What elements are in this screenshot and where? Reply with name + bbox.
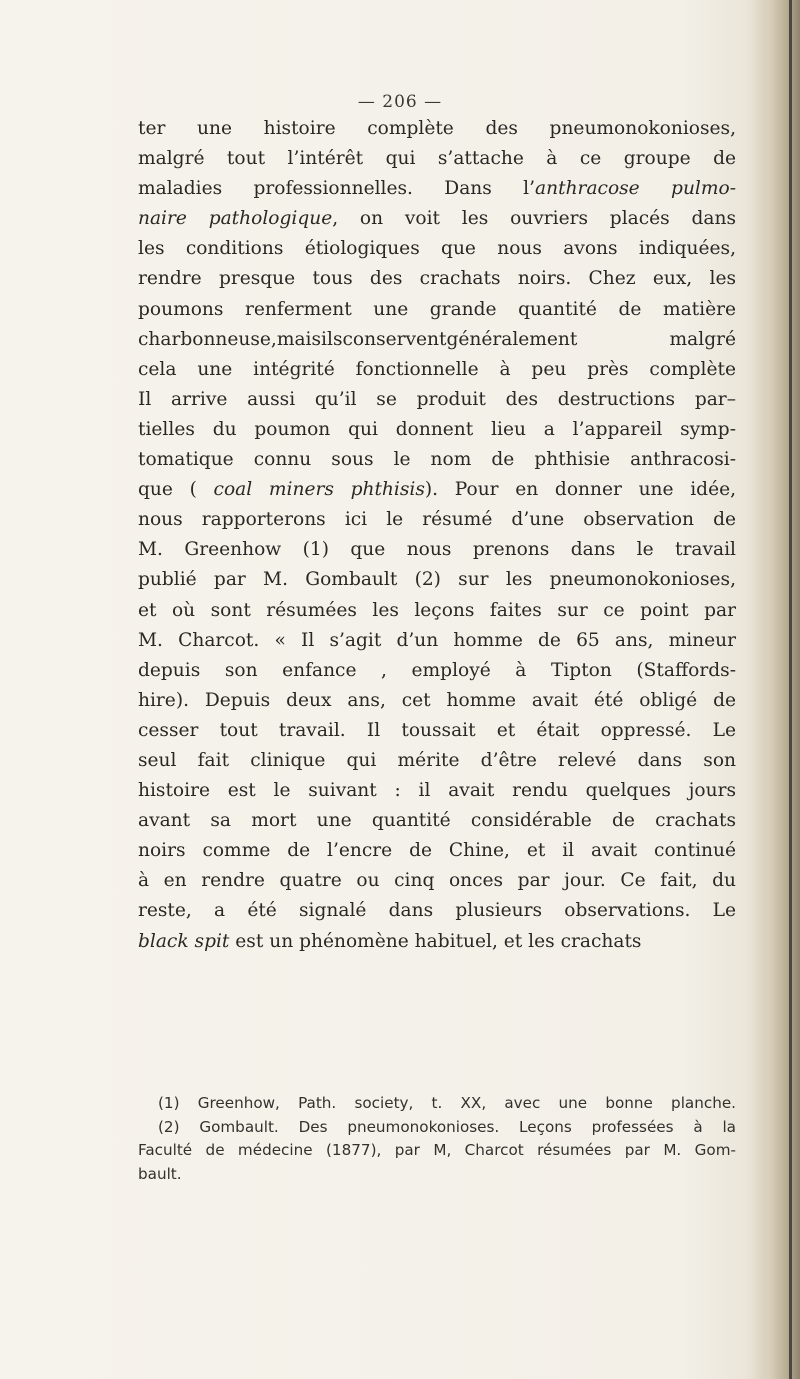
italic-text: black spit: [138, 930, 230, 952]
text-line: [138, 355, 736, 385]
text-run: M. Charcot. « Il s’agit d’un homme de 65 ans, mineur: [138, 629, 736, 651]
text-run: charbonneuse,maisilsconserventgénéralement malgré: [138, 328, 736, 350]
text-line: [138, 716, 736, 746]
text-run: nous rapporterons ici le résumé d’une observation de: [138, 509, 736, 531]
text-run: les conditions étiologiques que nous avons indiquées,: [138, 238, 736, 260]
text-line: [138, 385, 736, 415]
page-binding-shadow: [754, 0, 800, 1379]
text-line: [138, 746, 736, 776]
text-run: hire). Depuis deux ans, cet homme avait été obligé de: [138, 689, 736, 711]
text-line: [138, 596, 736, 626]
page-number: — 206 —: [357, 92, 443, 112]
text-run: à en rendre quatre ou cinq onces par jour. Ce fait, du: [138, 870, 736, 892]
text-run: rendre presque tous des crachats noirs. Chez eux, les: [138, 268, 736, 290]
italic-text: anthracose pulmo-: [535, 178, 736, 200]
text-line: [138, 836, 736, 866]
text-line: [138, 896, 736, 926]
text-run: ). Pour en donner une idée,: [424, 479, 736, 501]
text-line: [138, 475, 736, 505]
text-line: [138, 114, 736, 144]
text-run: cela une intégrité fonctionnelle à peu près complète: [138, 358, 736, 380]
text-run: reste, a été signalé dans plusieurs observations. Le: [138, 900, 736, 922]
text-run: publié par M. Gombault (2) sur les pneumonokonioses,: [138, 569, 736, 591]
text-line: [138, 626, 736, 656]
text-line: [138, 174, 736, 204]
body-text: [138, 114, 736, 957]
text-line: [138, 866, 736, 896]
footnote-line: (1) Greenhow, Path. society, t. XX, avec une bonne planche.: [158, 1094, 736, 1112]
text-line: [138, 565, 736, 595]
text-run: ter une histoire complète des pneumonokonioses,: [138, 118, 736, 139]
text-run: avant sa mort une quantité considérable de crachats: [138, 810, 736, 832]
footnotes: [138, 1092, 736, 1186]
text-run: cesser tout travail. Il toussait et était oppressé. Le: [138, 719, 736, 741]
text-run: que (: [138, 479, 214, 501]
text-line: [138, 806, 736, 836]
text-line: [138, 415, 736, 445]
text-run: poumons renferment une grande quantité de matière: [138, 298, 736, 320]
text-run: est un phénomène habituel, et les crachats: [229, 930, 642, 952]
text-run: tielles du poumon qui donnent lieu a l’appareil symp-: [138, 418, 736, 440]
text-line: [138, 144, 736, 174]
text-run: et où sont résumées les leçons faites sur ce point par: [138, 599, 736, 621]
text-line: [138, 204, 736, 234]
text-line: [138, 325, 736, 355]
text-run: maladies professionnelles. Dans l’: [138, 178, 536, 200]
italic-text: coal miners phthisis: [213, 479, 425, 501]
text-line: [138, 776, 736, 806]
footnote-line: (2) Gombault. Des pneumonokonioses. Leçons professées à la: [158, 1117, 736, 1136]
footnote-line: bault.: [138, 1164, 182, 1183]
text-run: noirs comme de l’encre de Chine, et il avait continué: [138, 840, 736, 862]
text-run: histoire est le suivant : il avait rendu quelques jours: [138, 780, 736, 802]
text-run: malgré tout l’intérêt qui s’attache à ce groupe de: [138, 148, 736, 170]
text-line: [138, 295, 736, 325]
text-line: [138, 686, 736, 716]
text-run: Il arrive aussi qu’il se produit des destructions par–: [138, 388, 736, 410]
text-run: M. Greenhow (1) que nous prenons dans le travail: [138, 539, 736, 561]
page-edge: [789, 0, 792, 1379]
text-line: [138, 656, 736, 686]
text-line: [138, 264, 736, 294]
text-run: tomatique connu sous le nom de phthisie anthracosi-: [138, 449, 736, 471]
text-run: depuis son enfance , employé à Tipton (Staffords-: [138, 659, 736, 681]
footnote-line: Faculté de médecine (1877), par M, Charcot résumées par M. Gom-: [138, 1141, 736, 1159]
text-line: [138, 445, 736, 475]
text-line: [138, 535, 736, 565]
text-line: [138, 927, 736, 957]
italic-text: naire pathologique: [138, 208, 333, 230]
text-line: [138, 234, 736, 264]
text-line: [138, 505, 736, 535]
text-run: seul fait clinique qui mérite d’être relevé dans son: [138, 749, 736, 771]
text-run: , on voit les ouvriers placés dans: [332, 208, 737, 230]
